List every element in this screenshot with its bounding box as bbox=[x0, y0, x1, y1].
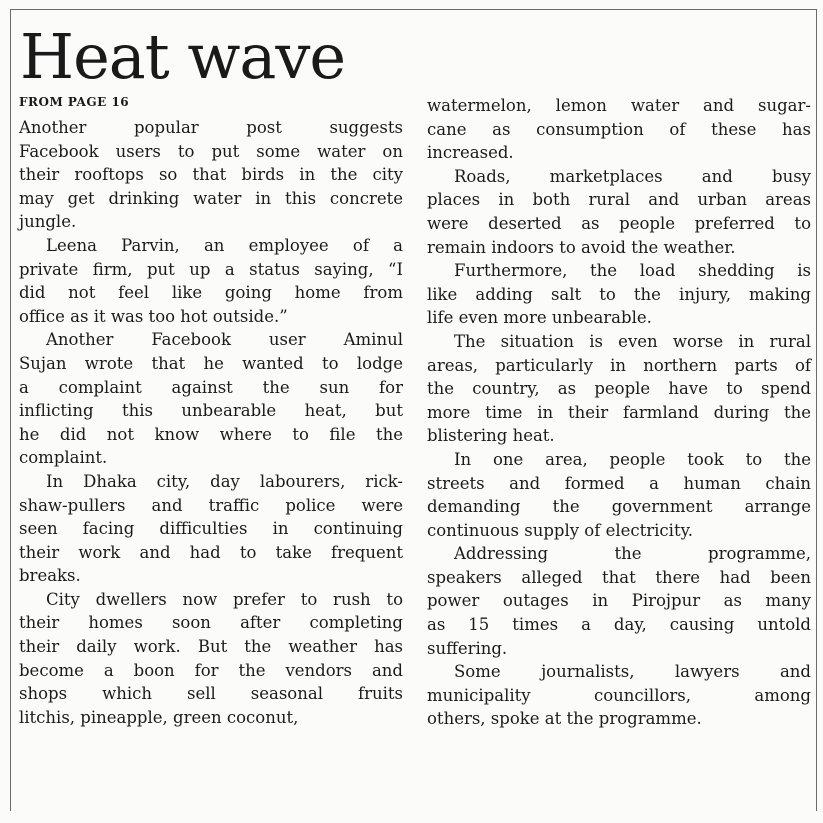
paragraph-line: breaks. bbox=[19, 566, 81, 586]
left-column bbox=[19, 116, 403, 729]
paragraph-line: their rooftops so that birds in the city bbox=[19, 165, 403, 185]
paragraph-line: a complaint against the sun for bbox=[19, 377, 403, 397]
paragraph-line: the country, as people have to spend bbox=[427, 379, 811, 399]
paragraph-line: cane as consumption of these has bbox=[427, 119, 811, 139]
top-border-rule bbox=[10, 9, 817, 10]
paragraph-line: like adding salt to the injury, making bbox=[427, 284, 811, 304]
paragraph-line: as 15 times a day, causing untold bbox=[427, 615, 811, 635]
paragraph-line: remain indoors to avoid the weather. bbox=[427, 237, 736, 257]
paragraph-line: increased. bbox=[427, 143, 514, 163]
paragraph-line: inflicting this unbearable heat, but bbox=[19, 401, 403, 421]
paragraph-line: office as it was too hot outside.” bbox=[19, 306, 288, 326]
paragraph-line: Furthermore, the load shedding is bbox=[454, 261, 811, 281]
paragraph-line: City dwellers now prefer to rush to bbox=[46, 589, 403, 609]
paragraph-line: Addressing the programme, bbox=[454, 544, 811, 564]
paragraph-line: were deserted as people preferred to bbox=[427, 213, 811, 233]
paragraph-line: places in both rural and urban areas bbox=[427, 190, 811, 210]
paragraph-line: litchis, pineapple, green coconut, bbox=[19, 707, 299, 727]
right-border-rule bbox=[816, 9, 817, 811]
paragraph-line: their work and had to take frequent bbox=[19, 542, 403, 562]
paragraph-line: blistering heat. bbox=[427, 426, 555, 446]
paragraph-line: Sujan wrote that he wanted to lodge bbox=[19, 353, 403, 373]
paragraph-line: life even more unbearable. bbox=[427, 308, 652, 328]
paragraph-line: he did not know where to file the bbox=[19, 424, 403, 444]
paragraph-line: seen facing difficulties in continuing bbox=[19, 519, 403, 539]
paragraph-line: The situation is even worse in rural bbox=[454, 331, 811, 351]
paragraph-line: Facebook users to put some water on bbox=[19, 141, 403, 161]
paragraph-line: Another Facebook user Aminul bbox=[46, 330, 403, 350]
paragraph-line: did not feel like going home from bbox=[19, 283, 403, 303]
paragraph-line: Another popular post suggests bbox=[19, 118, 403, 137]
paragraph-line: areas, particularly in northern parts of bbox=[427, 355, 811, 375]
paragraph-line: may get drinking water in this concrete bbox=[19, 188, 403, 208]
jump-line: FROM PAGE 16 bbox=[19, 95, 130, 109]
left-border-rule bbox=[10, 9, 11, 811]
paragraph-line: power outages in Pirojpur as many bbox=[427, 591, 811, 611]
paragraph-line: speakers alleged that there had been bbox=[427, 567, 811, 587]
paragraph-line: others, spoke at the programme. bbox=[427, 709, 702, 729]
paragraph-line: Leena Parvin, an employee of a bbox=[46, 235, 403, 255]
paragraph-line: municipality councillors, among bbox=[427, 685, 811, 705]
paragraph-line: shaw-pullers and traffic police were bbox=[19, 495, 403, 515]
paragraph-line: jungle. bbox=[19, 212, 77, 232]
paragraph-line: shops which sell seasonal fruits bbox=[19, 684, 403, 704]
paragraph-line: Roads, marketplaces and busy bbox=[454, 166, 811, 186]
paragraph-line: become a boon for the vendors and bbox=[19, 660, 403, 680]
paragraph-line: streets and formed a human chain bbox=[427, 473, 811, 493]
paragraph-line: their homes soon after completing bbox=[19, 613, 403, 633]
paragraph-line: private firm, put up a status saying, “I bbox=[19, 259, 403, 279]
paragraph-line: Some journalists, lawyers and bbox=[454, 662, 811, 682]
paragraph-line: watermelon, lemon water and sugar- bbox=[427, 96, 811, 115]
paragraph-line: complaint. bbox=[19, 448, 108, 468]
right-column bbox=[427, 94, 811, 731]
paragraph-line: In one area, people took to the bbox=[454, 449, 811, 469]
paragraph-line: continuous supply of electricity. bbox=[427, 520, 693, 540]
headline: Heat wave bbox=[20, 20, 346, 93]
paragraph-line: demanding the government arrange bbox=[427, 497, 811, 517]
paragraph-line: In Dhaka city, day labourers, rick- bbox=[46, 471, 403, 491]
paragraph-line: suffering. bbox=[427, 638, 508, 658]
paragraph-line: their daily work. But the weather has bbox=[19, 637, 403, 657]
paragraph-line: more time in their farmland during the bbox=[427, 402, 811, 422]
